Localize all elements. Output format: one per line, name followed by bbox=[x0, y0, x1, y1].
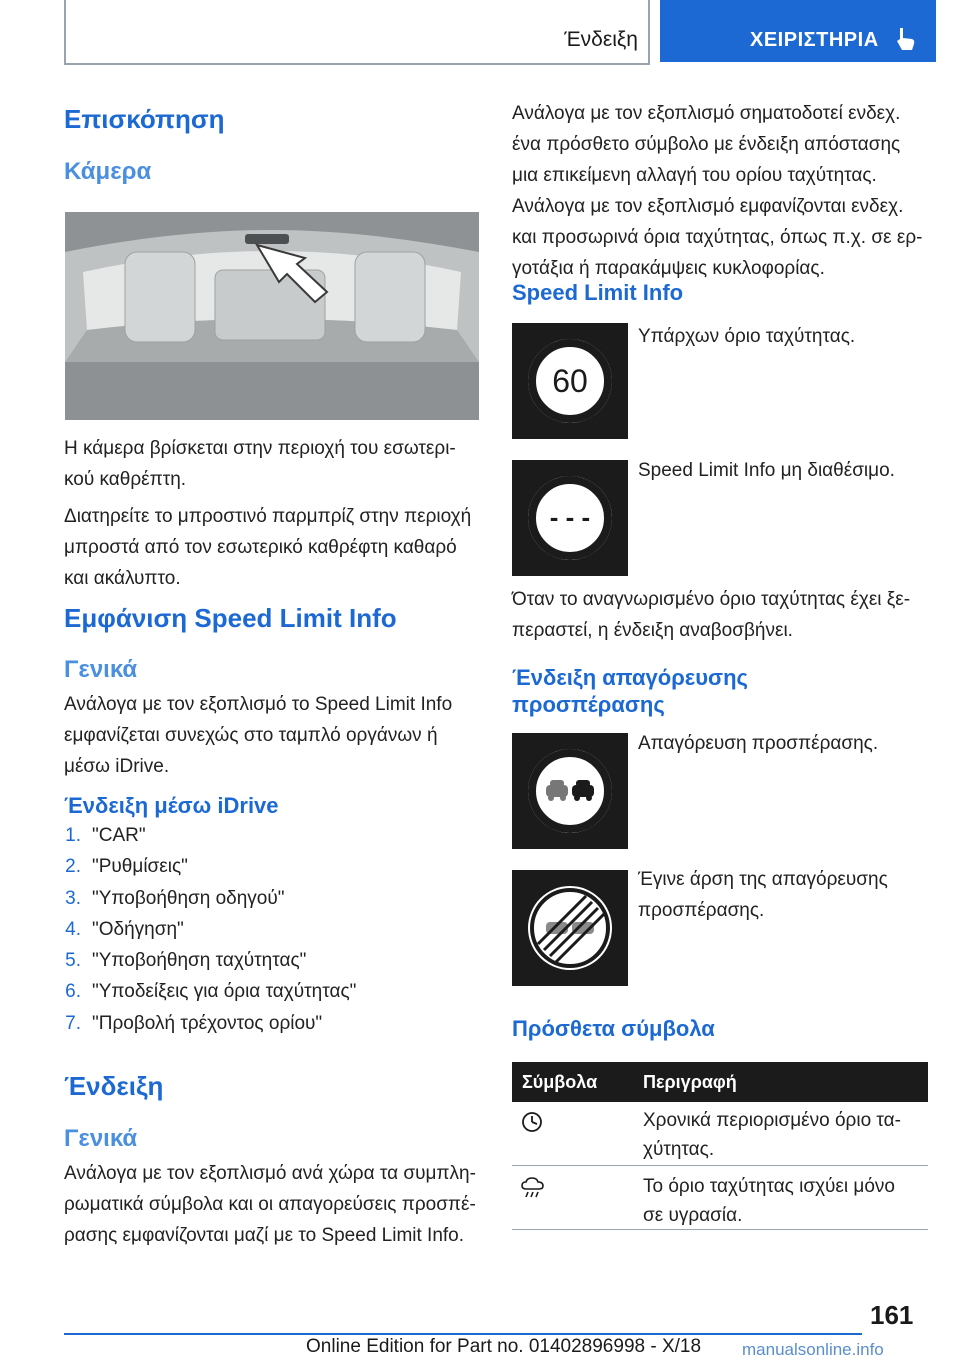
clock-icon bbox=[520, 1110, 544, 1134]
additional-symbols-heading: Πρόσθετα σύμβολα bbox=[512, 1016, 715, 1041]
header-chapter-label: ΧΕΙΡΙΣΤΗΡΙΑ bbox=[750, 29, 879, 51]
page-title: Επισκόπηση bbox=[64, 104, 225, 134]
symbol-description bbox=[643, 1172, 913, 1230]
footer-rule bbox=[64, 1333, 862, 1335]
speed-limit-unavailable-sign bbox=[512, 460, 628, 576]
text-line: προσπέρασης. bbox=[638, 900, 765, 921]
footer-edition: Online Edition for Part no. 01402896998 - X/18 bbox=[306, 1336, 702, 1357]
list-item bbox=[64, 856, 484, 887]
no-overtaking-sign bbox=[512, 733, 628, 849]
symbols-table-header bbox=[512, 1062, 928, 1102]
symbol-description bbox=[643, 1106, 913, 1164]
step-number: 1. bbox=[65, 825, 81, 846]
text-line: Ανάλογα με τον εξοπλισμό εμφανίζονται ενδεχ. bbox=[512, 196, 904, 217]
list-item bbox=[64, 950, 484, 981]
speed-limit-unavailable-caption: Speed Limit Info μη διαθέσιμο. bbox=[638, 460, 895, 481]
exceeded-text bbox=[512, 584, 942, 646]
text-line: μπροστά από τον εσωτερικό καθρέφτη καθαρό bbox=[64, 537, 457, 558]
speed-limit-info-heading: Speed Limit Info bbox=[512, 280, 684, 305]
speed-limit-sign-60 bbox=[512, 323, 628, 439]
step-number: 7. bbox=[65, 1012, 81, 1034]
text-line: περαστεί, η ένδειξη αναβοσβήνει. bbox=[512, 620, 793, 641]
text-line: κού καθρέπτη. bbox=[64, 469, 187, 490]
text-line: εμφανίζεται συνεχώς στο ταμπλό οργάνων ή bbox=[64, 725, 438, 746]
list-item bbox=[64, 919, 484, 950]
table-row bbox=[512, 1166, 928, 1230]
text-line: Χρονικά περιορισμένο όριο τα‐ bbox=[643, 1110, 901, 1131]
column-header-symbols: Σύμβολα bbox=[522, 1072, 598, 1092]
text-line: Ανάλογα με τον εξοπλισμό σηματοδοτεί ενδεχ. bbox=[512, 103, 901, 124]
step-number: 6. bbox=[65, 981, 81, 1003]
heading-line: Ένδειξη απαγόρευσης bbox=[512, 665, 748, 690]
step-number: 3. bbox=[65, 887, 81, 909]
car-interior-illustration bbox=[65, 212, 479, 420]
watermark: manualsonline.info bbox=[742, 1340, 884, 1359]
speed-limit-caption: Υπάρχων όριο ταχύτητας. bbox=[638, 326, 856, 347]
no-overtaking-heading bbox=[512, 664, 748, 718]
text-line: μέσω iDrive. bbox=[64, 756, 170, 777]
header-rule-left bbox=[64, 0, 66, 64]
step-number: 4. bbox=[65, 918, 81, 940]
text-line: Έγινε άρση της απαγόρευσης bbox=[638, 869, 888, 890]
idrive-heading: Ένδειξη μέσω iDrive bbox=[64, 793, 279, 818]
header-section-label: Ένδειξη bbox=[564, 28, 638, 51]
list-item bbox=[64, 888, 484, 919]
step-text: "Ρυθμίσεις" bbox=[92, 856, 188, 878]
header-chapter-tab[interactable] bbox=[660, 0, 936, 62]
camera-location-photo bbox=[65, 212, 479, 420]
step-number: 2. bbox=[65, 856, 81, 878]
list-item bbox=[64, 981, 484, 1012]
no-overtaking-caption: Απαγόρευση προσπέρασης. bbox=[638, 733, 879, 754]
general-text bbox=[64, 689, 484, 782]
list-item bbox=[64, 825, 484, 856]
indication-title: Ένδειξη bbox=[64, 1071, 164, 1101]
display-section-title: Εμφάνιση Speed Limit Info bbox=[64, 603, 397, 633]
speed-limit-unavailable-value: - - - bbox=[549, 502, 591, 532]
intro-text bbox=[512, 98, 942, 284]
general-heading: Γενικά bbox=[64, 656, 138, 683]
step-text: "Οδήγηση" bbox=[92, 918, 184, 940]
page-number: 161 bbox=[870, 1300, 914, 1330]
general2-heading: Γενικά bbox=[64, 1125, 138, 1152]
text-line: Διατηρείτε το μπροστινό παρμπρίζ στην περιοχή bbox=[64, 506, 472, 527]
end-no-overtaking-caption bbox=[638, 864, 938, 926]
camera-description bbox=[64, 433, 484, 594]
column-header-description: Περιγραφή bbox=[643, 1072, 737, 1092]
step-text: "CAR" bbox=[92, 825, 146, 846]
camera-heading: Κάμερα bbox=[64, 158, 152, 185]
text-line: Ανάλογα με τον εξοπλισμό ανά χώρα τα συμπλη‐ bbox=[64, 1163, 476, 1184]
text-line: γοτάξια ή παρακάμψεις κυκλοφορίας. bbox=[512, 258, 825, 279]
text-line: ένα πρόσθετο σύμβολο με ένδειξη απόστασης bbox=[512, 134, 901, 155]
header-rule-bottom bbox=[64, 63, 650, 65]
text-line: μια επικείμενη αλλαγή του ορίου ταχύτητας. bbox=[512, 165, 877, 186]
text-line: Η κάμερα βρίσκεται στην περιοχή του εσωτερι‐ bbox=[64, 438, 456, 459]
speed-limit-value: 60 bbox=[552, 363, 588, 399]
text-line: σε υγρασία. bbox=[643, 1205, 743, 1226]
text-line: και ακάλυπτο. bbox=[64, 568, 181, 589]
text-line: ρασης εμφανίζονται μαζί με το Speed Limit Info. bbox=[64, 1225, 465, 1246]
step-text: "Υποδείξεις για όρια ταχύτητας" bbox=[92, 981, 357, 1003]
idrive-steps-list bbox=[64, 825, 484, 1044]
heading-line: προσπέρασης bbox=[512, 692, 665, 717]
text-line: και προσωρινά όρια ταχύτητας, όπως π.χ. σε ερ‐ bbox=[512, 227, 923, 248]
step-text: "Προβολή τρέχοντος ορίου" bbox=[92, 1012, 323, 1034]
list-item bbox=[64, 1013, 484, 1044]
pointing-hand-icon bbox=[892, 26, 918, 52]
rain-cloud-icon bbox=[520, 1176, 546, 1200]
text-line: χύτητας. bbox=[643, 1139, 715, 1160]
text-line: Ανάλογα με τον εξοπλισμό το Speed Limit Info bbox=[64, 694, 453, 715]
table-row bbox=[512, 1102, 928, 1166]
general2-text bbox=[64, 1158, 494, 1251]
text-line: ρωματικά σύμβολα και οι απαγορεύσεις προσπέ‐ bbox=[64, 1194, 476, 1215]
text-line: Όταν το αναγνωρισμένο όριο ταχύτητας έχει ξε‐ bbox=[512, 589, 911, 610]
end-no-overtaking-sign bbox=[512, 870, 628, 986]
text-line: Το όριο ταχύτητας ισχύει μόνο bbox=[643, 1176, 895, 1197]
step-text: "Υποβοήθηση ταχύτητας" bbox=[92, 950, 307, 972]
step-number: 5. bbox=[65, 950, 81, 972]
step-text: "Υποβοήθηση οδηγού" bbox=[92, 887, 285, 909]
header-rule-right bbox=[648, 0, 650, 64]
